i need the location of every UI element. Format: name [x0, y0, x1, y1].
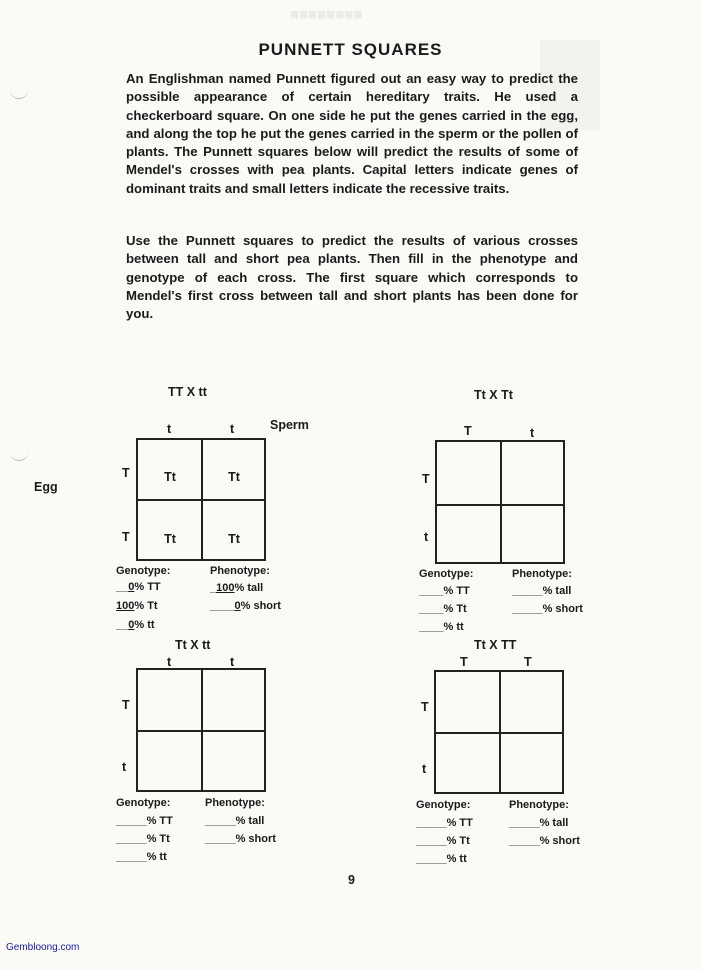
cross-title-2: Tt X Tt — [474, 388, 513, 402]
phenotype-label: Phenotype: — [205, 797, 265, 809]
sperm-allele: t — [167, 655, 172, 669]
phenotype-short: _____% short — [512, 603, 583, 615]
egg-allele: T — [122, 466, 130, 480]
genotype-tt-dominant: _____% TT — [116, 815, 173, 827]
phenotype-label: Phenotype: — [512, 568, 572, 580]
offspring-cell: Tt — [164, 470, 176, 484]
egg-allele: t — [422, 762, 427, 776]
sperm-allele: T — [464, 424, 472, 438]
egg-allele: T — [122, 530, 130, 544]
phenotype-tall: _____% tall — [512, 585, 572, 597]
binder-hole-mark — [10, 448, 28, 461]
egg-allele: T — [421, 700, 429, 714]
phenotype-short: ____0% short — [210, 600, 281, 612]
phenotype-short: _____% short — [509, 835, 580, 847]
sperm-allele: T — [524, 655, 532, 669]
egg-label: Egg — [34, 480, 58, 494]
cross-title-1: TT X tt — [168, 385, 207, 399]
genotype-label: Genotype: — [416, 799, 471, 811]
genotype-label: Genotype: — [116, 565, 171, 577]
genotype-tt-hetero: ____% Tt — [419, 603, 467, 615]
page-title: PUNNETT SQUARES — [258, 40, 443, 59]
punnett-square-2 — [435, 440, 565, 564]
punnett-square-3 — [136, 668, 266, 792]
instructions-paragraph: Use the Punnett squares to predict the results of various crosses between tall and short pea plants. Then fill in the phenotype and genotype of each cross. The first square which corresponds to Mendel's first cross between tall and short plants has been done for you. — [126, 233, 578, 322]
genotype-tt-dominant: ____% TT — [419, 585, 470, 597]
genotype-tt-dominant: __0% TT — [116, 581, 161, 593]
bleed-through-heading: ■■■■■■■■ — [290, 6, 363, 23]
sperm-allele: t — [167, 422, 172, 436]
egg-allele: t — [122, 760, 127, 774]
phenotype-tall: _____% tall — [205, 815, 265, 827]
cross-title-4: Tt X TT — [474, 638, 517, 652]
phenotype-label: Phenotype: — [210, 565, 270, 577]
phenotype-tall: _____% tall — [509, 817, 569, 829]
offspring-cell: Tt — [228, 470, 240, 484]
sperm-allele: t — [230, 655, 235, 669]
sperm-allele: T — [460, 655, 468, 669]
genotype-tt-recessive: _____% tt — [416, 853, 467, 865]
cross-title-3: Tt X tt — [175, 638, 211, 652]
sperm-allele: t — [230, 422, 235, 436]
egg-allele: T — [122, 698, 130, 712]
binder-hole-mark — [10, 86, 28, 99]
offspring-cell: Tt — [228, 532, 240, 546]
punnett-square-4 — [434, 670, 564, 794]
egg-allele: t — [424, 530, 429, 544]
genotype-tt-hetero: _____% Tt — [416, 835, 470, 847]
genotype-tt-hetero: 100% Tt — [116, 600, 158, 612]
phenotype-tall: _100% tall — [210, 582, 264, 594]
genotype-tt-hetero: _____% Tt — [116, 833, 170, 845]
punnett-square-1 — [136, 438, 266, 561]
phenotype-short: _____% short — [205, 833, 276, 845]
page-number: 9 — [348, 873, 355, 887]
egg-allele: T — [422, 472, 430, 486]
sperm-allele: t — [530, 426, 535, 440]
genotype-tt-recessive: ____% tt — [419, 621, 464, 633]
genotype-tt-recessive: _____% tt — [116, 851, 167, 863]
genotype-tt-recessive: __0% tt — [116, 619, 155, 631]
genotype-label: Genotype: — [419, 568, 474, 580]
genotype-tt-dominant: _____% TT — [416, 817, 473, 829]
watermark-link[interactable]: Gembloong.com — [6, 942, 80, 953]
offspring-cell: Tt — [164, 532, 176, 546]
phenotype-label: Phenotype: — [509, 799, 569, 811]
intro-paragraph: An Englishman named Punnett figured out an easy way to predict the possible appearance of certain hereditary traits. He used a checkerboard square. On one side he put the genes carried in the egg, and along the top he put the genes carried in the sperm or the pollen of plants. The Punnett squares below will predict the results of some of Mendel's crosses with pea plants. Capital letters indicate genes of dominant traits and small letters indicate the recessive traits. — [126, 71, 578, 196]
sperm-label: Sperm — [270, 418, 309, 432]
genotype-label: Genotype: — [116, 797, 171, 809]
